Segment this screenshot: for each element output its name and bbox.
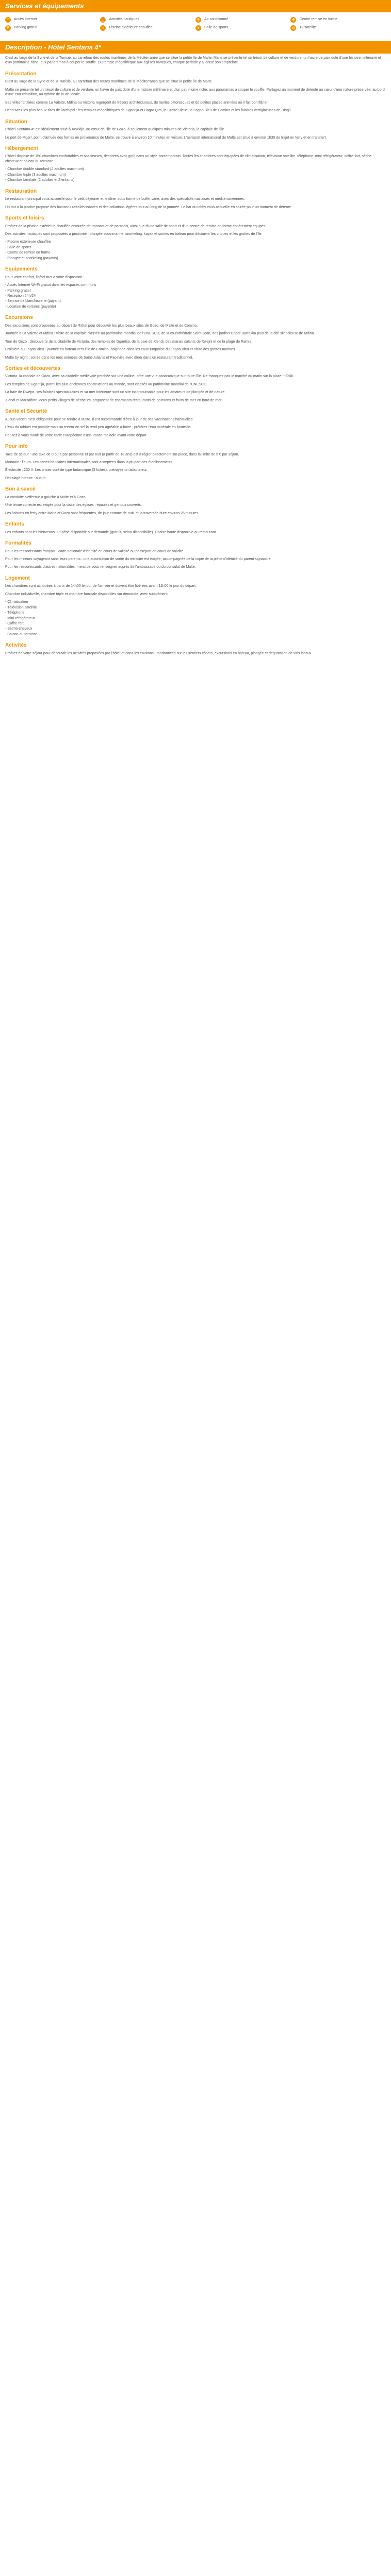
section-heading: Restauration bbox=[5, 188, 37, 194]
list-item: - Chambre double standard (2 adultes maximum) bbox=[5, 167, 84, 172]
service-item bbox=[100, 24, 191, 32]
section-paragraph: Des excursions sont proposées au départ de l'hôtel pour découvrir les plus beaux sites de Gozo, de Malte et de Comino. bbox=[5, 324, 198, 328]
service-item bbox=[196, 15, 287, 24]
section-list bbox=[5, 240, 386, 261]
list-item: - Location de voitures (payante) bbox=[5, 304, 56, 309]
list-item: - Réception 24h/24 bbox=[5, 294, 36, 298]
boat-icon: ⛵ bbox=[101, 18, 106, 22]
section-paragraph: Des activités nautiques sont proposées à proximité : plongée sous-marine, snorkeling, kayak et sorties en bateau pour découvrir les criques et les grottes de l'île. bbox=[5, 232, 263, 236]
service-item bbox=[290, 24, 382, 32]
service-label: Salle de sports bbox=[204, 26, 229, 30]
list-item: - Accès Internet Wi-Fi gratuit dans les espaces communs bbox=[5, 283, 96, 287]
service-label: Piscine extérieure chauffée bbox=[109, 26, 153, 30]
section-heading: Santé et Sécurité bbox=[5, 409, 47, 415]
description-intro: C'est au large de la Syrie et de la Tunisie, au carrefour des routes maritimes de la Méditerranée que se situe la petite île de Malte. Malte se présente tel un trésor de culture et de verdure, un havre de paix doté d'une histoire millénaire et d'un patrimoine riche, aux panoramas à couper le souffle. Du temple mégalithique aux églises baroques, chaque période y a laissé son empreinte. bbox=[5, 56, 381, 65]
section-heading: Présentation bbox=[5, 71, 37, 77]
section-paragraph: Le restaurant principal vous accueille pour le petit déjeuner et le dîner sous forme de buffet varié, avec des spécialités maltaises et méditerranéennes. bbox=[5, 197, 245, 201]
section-paragraph: Profitez de la piscine extérieure chauffée entourée de transats et de parasols, ainsi que d'une salle de sport et d'un centre de remise en forme entièrement équipés. bbox=[5, 224, 267, 228]
section-paragraph: C'est au large de la Syrie et de la Tunisie, au carrefour des routes maritimes de la Méditerranée que se situe la petite île de Malte. bbox=[5, 80, 213, 84]
list-item: - Parking gratuit bbox=[5, 289, 31, 293]
service-label: Accès Internet bbox=[14, 18, 37, 22]
service-label: Air conditionné bbox=[204, 18, 229, 22]
services-header bbox=[0, 0, 391, 12]
description-body bbox=[0, 54, 391, 656]
services-title: Services et équipements bbox=[5, 2, 84, 10]
section-paragraph: Taxe de séjour : une taxe de 0,50 € par personne et par nuit (à partir de 18 ans) est à régler directement sur place, dans la limite de 5 € par séjour. bbox=[5, 452, 239, 456]
section-paragraph: Les temples de Ggantija, parmi les plus anciennes constructions au monde, sont classés au patrimoine mondial de l'UNESCO. bbox=[5, 382, 208, 386]
section-paragraph: Décalage horaire : aucun. bbox=[5, 476, 47, 480]
section-heading: Pour info bbox=[5, 444, 28, 449]
section-paragraph: Pour les mineurs voyageant sans leurs parents : une autorisation de sortie du territoire est exigée, accompagnée de la copie de la pièce d'identité du parent signataire. bbox=[5, 557, 272, 561]
section-heading: Bon à savoir bbox=[5, 486, 37, 493]
list-item: - Plongée et snorkeling (payants) bbox=[5, 256, 58, 260]
section-paragraph: Croisière au Lagon Bleu : journée en bateau vers l'île de Comino, baignade dans les eaux turquoise du Lagon Bleu et visite des grottes marines. bbox=[5, 348, 236, 352]
section-heading: Formalités bbox=[5, 540, 31, 546]
section-paragraph: Électricité : 230 V. Les prises sont de type britannique (3 fiches), prévoyez un adaptateur. bbox=[5, 468, 148, 472]
section-list bbox=[5, 283, 386, 309]
section-paragraph: Monnaie : l'euro. Les cartes bancaires internationales sont acceptées dans la plupart des établissements. bbox=[5, 460, 174, 464]
dumbbell-icon: ✚ bbox=[290, 17, 296, 23]
service-item bbox=[196, 24, 287, 32]
section-paragraph: Le port de Mgarr, point d'arrivée des ferries en provenance de Malte, se trouve à environ 10 minutes en voiture. L'aéroport international de Malte est situé à environ 1h30 de trajet en ferry et en transfert. bbox=[5, 135, 327, 140]
section-paragraph: Journée à La Valette et Mdina : visite de la capitale classée au patrimoine mondial de l'UNESCO, de la co-cathédrale Saint-Jean, des jardins Upper Barrakka puis de la cité silencieuse de Mdina. bbox=[5, 332, 315, 336]
section-paragraph: Un bar à la piscine propose des boissons rafraîchissantes et des collations légères tout au long de la journée. Le bar du lobby vous accueille en soirée pour un moment de détente. bbox=[5, 205, 292, 209]
section-paragraph: L'hôtel Sentana 4* est idéalement situé à Xewkija, au cœur de l'île de Gozo, à seulement quelques minutes de Victoria, la capitale de l'île. bbox=[5, 128, 225, 132]
list-item: - Service de blanchisserie (payant) bbox=[5, 299, 61, 303]
list-item: - Piscine extérieure chauffée bbox=[5, 240, 51, 244]
section-heading: Hébergement bbox=[5, 145, 38, 151]
section-paragraph: L'eau du robinet est potable mais sa teneur en sel la rend peu agréable à boire ; préférez l'eau minérale en bouteille. bbox=[5, 426, 191, 430]
section-paragraph: Profitez de votre séjour pour découvrir les activités proposées par l'hôtel et dans les environs : randonnées sur les sentiers côtiers, excursions en bateau, plongée et dégustation de vins locaux. bbox=[5, 651, 313, 655]
list-item: - Télévision satellite bbox=[5, 605, 37, 609]
section-paragraph: Xlendi et Marsalforn, deux petits villages de pêcheurs, proposent de charmants restaurants de poissons et fruits de mer en bord de mer. bbox=[5, 398, 223, 402]
section-paragraph: Tour de Gozo : découverte de la citadelle de Victoria, des temples de Ggantija, de la baie de Xlendi, des marais salants de Xwejni et de la plage de Ramla. bbox=[5, 340, 253, 344]
description-title: Description - Hôtel Sentana 4* bbox=[5, 43, 101, 51]
section-heading: Equipements bbox=[5, 266, 38, 273]
section-paragraph: Découvrez les plus beaux sites de l'archipel : les temples mégalithiques de Ggantija et Hagar Qim, la Grotte Bleue, le Lagon Bleu de Comino et les falaises vertigineuses de Dingli. bbox=[5, 109, 292, 113]
section-paragraph: Les liaisons en ferry entre Malte et Gozo sont fréquentes, de jour comme de nuit, et la traversée dure environ 25 minutes. bbox=[5, 511, 200, 515]
wifi-icon: ⌔ bbox=[5, 17, 11, 23]
section-paragraph: Les enfants sont les bienvenus. Lit bébé disponible sur demande (gratuit, selon disponibilité). Chaise haute disponible au restaurant. bbox=[5, 530, 217, 534]
pool-icon: ≈ bbox=[100, 25, 106, 31]
list-item: - Salle de sports bbox=[5, 245, 31, 249]
section-heading: Sorties et découvertes bbox=[5, 365, 61, 371]
service-label: Centre remise en forme bbox=[299, 18, 337, 22]
section-paragraph: Les chambres sont attribuées à partir de 14h00 le jour de l'arrivée et doivent être libérées avant 11h00 le jour du départ. bbox=[5, 584, 197, 588]
list-item: - Mini-réfrigérateur bbox=[5, 616, 35, 620]
section-heading: Logement bbox=[5, 575, 30, 581]
list-item: - Sèche-cheveux bbox=[5, 627, 32, 631]
section-paragraph: Pour les ressortissants d'autres nationalités, merci de vous renseigner auprès de l'ambassade ou du consulat de Malte. bbox=[5, 565, 196, 569]
section-paragraph: Chambre individuelle, chambre triple et chambre familiale disponibles sur demande, avec supplément. bbox=[5, 592, 169, 596]
section-paragraph: Pour les ressortissants français : carte nationale d'identité en cours de validité ou passeport en cours de validité. bbox=[5, 549, 185, 553]
list-item: - Téléphone bbox=[5, 611, 25, 615]
section-paragraph: Une tenue correcte est exigée pour la visite des églises : épaules et genoux couverts. bbox=[5, 503, 142, 507]
section-heading: Situation bbox=[5, 118, 27, 125]
section-paragraph: Victoria, la capitale de Gozo, avec sa citadelle médiévale perchée sur une colline, offre une vue panoramique sur toute l'île. Ne manquez pas le marché du matin sur la place It-Tokk. bbox=[5, 375, 295, 379]
list-item: - Balcon ou terrasse bbox=[5, 632, 38, 636]
service-item bbox=[290, 15, 382, 24]
section-paragraph: La baie de Dwejra, ses falaises spectaculaires et sa mer intérieure sont un site incontournable pour les amateurs de plongée et de nature. bbox=[5, 391, 226, 395]
sports-icon: ● bbox=[196, 25, 201, 31]
section-paragraph: Aucun vaccin n'est obligatoire pour se rendre à Malte. Il est recommandé d'être à jour de ses vaccinations habituelles. bbox=[5, 417, 194, 421]
section-paragraph: Malte se présente tel un trésor de culture et de verdure, un havre de paix doté d'une histoire millénaire et d'un patrimoine riche, aux panoramas à couper le souffle. Partagez un moment de détente au cœur d'une nature préservée, au bord d'une eau cristalline, au rythme de la vie locale. bbox=[5, 88, 385, 97]
service-item bbox=[5, 15, 96, 24]
service-label: Parking gratuit bbox=[14, 26, 38, 30]
description-header bbox=[0, 41, 391, 54]
list-item: - Chambre triple (3 adultes maximum) bbox=[5, 173, 66, 177]
list-item: - Chambre familiale (2 adultes et 2 enfants) bbox=[5, 178, 75, 182]
section-heading: Sports et loisirs bbox=[5, 215, 44, 221]
services-grid bbox=[0, 12, 391, 34]
list-item: - Climatisation bbox=[5, 600, 28, 604]
section-paragraph: Malte by night : soirée dans les rues animées de Saint-Julian's et Paceville avec dîner dans un restaurant traditionnel. bbox=[5, 355, 193, 360]
section-paragraph: Pour votre confort, l'hôtel met à votre disposition : bbox=[5, 275, 85, 279]
service-item bbox=[5, 24, 96, 32]
section-list bbox=[5, 167, 386, 182]
list-item: - Coffre-fort bbox=[5, 621, 24, 625]
section-list bbox=[5, 600, 386, 637]
section-paragraph: Ses villes fortifiées comme La Valette, Mdina ou Victoria regorgent de trésors architecturaux, de ruelles pittoresques et de petites places animées où il fait bon flâner. bbox=[5, 100, 269, 105]
section-heading: Activités bbox=[5, 642, 27, 649]
section-heading: Excursions bbox=[5, 315, 33, 321]
list-item: - Centre de remise en forme bbox=[5, 251, 51, 255]
page bbox=[0, 0, 391, 659]
service-label: Tv satellite bbox=[299, 26, 317, 30]
section-paragraph: La conduite s'effectue à gauche à Malte et à Gozo. bbox=[5, 495, 87, 499]
parking-icon: P bbox=[5, 25, 11, 31]
service-item bbox=[100, 15, 191, 24]
tv-icon: ▭ bbox=[290, 25, 296, 31]
section-paragraph: Pensez à vous munir de votre carte européenne d'assurance maladie avant votre départ. bbox=[5, 433, 148, 437]
service-label: Activités nautiques bbox=[109, 18, 139, 22]
snowflake-icon: ❄ bbox=[196, 17, 201, 23]
section-heading: Enfants bbox=[5, 521, 24, 528]
section-paragraph: L'hôtel dispose de 150 chambres confortables et spacieuses, décorées avec goût dans un style contemporain. Toutes les chambres sont équipées de climatisation, télévision satellite, téléphone, mini-réfrigérateur, coffre-fort, sèche-cheveux et balcon ou terrasse. bbox=[5, 155, 373, 163]
